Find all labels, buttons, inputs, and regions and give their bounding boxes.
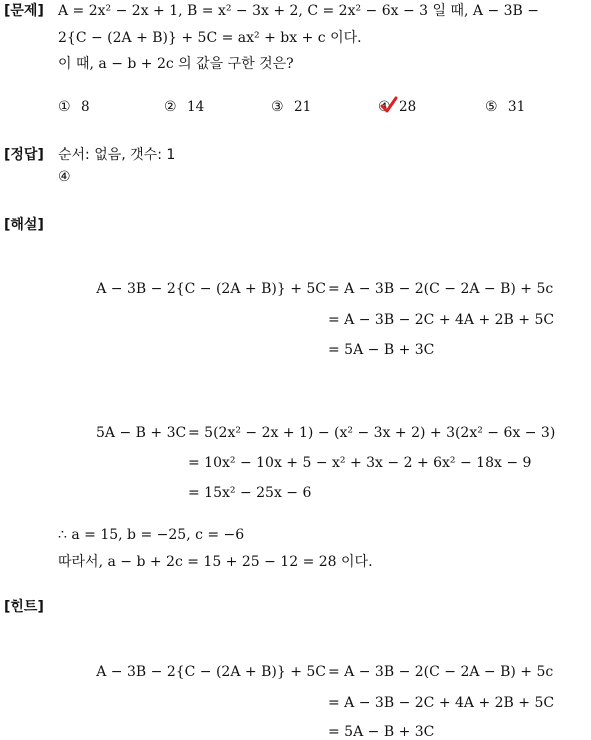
therefore-line: ∴ a = 15, b = −25, c = −6 (58, 527, 245, 543)
choice-value: 28 (399, 99, 417, 115)
equation-row: = 5(2x² − 2x + 1) − (x² − 3x + 2) + 3(2x² − 6x − 3) (188, 425, 556, 441)
equation-row: = A − 3B − 2C + 4A + 2B + 5C (328, 312, 555, 328)
question-line-1: A = 2x² − 2x + 1, B = x² − 3x + 2, C = 2x² − 6x − 3 일 때, A − 3B − (58, 3, 540, 19)
equation-row: = 10x² − 10x + 5 − x² + 3x − 2 + 6x² − 18x − 9 (188, 455, 532, 471)
choice-1[interactable] (58, 99, 90, 115)
choice-5[interactable] (485, 99, 525, 115)
equation-row: = 15x² − 25x − 6 (188, 485, 312, 501)
question-line-2: 2{C − (2A + B)} + 5C = ax² + bx + c 이다. (58, 30, 362, 46)
equation-lhs: A − 3B − 2{C − (2A + B)} + 5C (96, 664, 326, 680)
conclusion-line: 따라서, a − b + 2c = 15 + 25 − 12 = 28 이다. (58, 554, 373, 570)
answer-value: ④ (58, 169, 71, 185)
equation-row: = A − 3B − 2(C − 2A − B) + 5c (328, 664, 554, 680)
choice-mark: ② (164, 99, 177, 115)
choice-mark: ⑤ (485, 99, 498, 115)
answer-label: [정답] (4, 147, 44, 163)
question-label: [문제] (4, 3, 44, 19)
choice-value: 21 (294, 99, 312, 115)
choice-2[interactable] (164, 99, 204, 115)
question-line-3: 이 때, a − b + 2c 의 값을 구한 것은? (58, 56, 294, 72)
explanation-label: [해설] (4, 217, 44, 233)
choice-mark: ④ (378, 99, 391, 115)
equation-lhs: 5A − B + 3C (96, 425, 187, 441)
choice-mark: ① (58, 99, 71, 115)
choice-3[interactable] (271, 99, 311, 115)
choice-value: 8 (81, 99, 90, 115)
choice-mark: ③ (271, 99, 284, 115)
hint-label: [힌트] (4, 599, 44, 615)
checkmark-icon (380, 96, 398, 114)
answer-meta: 순서: 없음, 갯수: 1 (58, 147, 176, 163)
equation-lhs: A − 3B − 2{C − (2A + B)} + 5C (96, 281, 326, 297)
equation-row: = A − 3B − 2C + 4A + 2B + 5C (328, 695, 555, 711)
equation-row: = A − 3B − 2(C − 2A − B) + 5c (328, 281, 554, 297)
equation-row: = 5A − B + 3C (328, 724, 435, 740)
equation-row: = 5A − B + 3C (328, 342, 435, 358)
choice-value: 14 (187, 99, 205, 115)
choice-value: 31 (508, 99, 526, 115)
